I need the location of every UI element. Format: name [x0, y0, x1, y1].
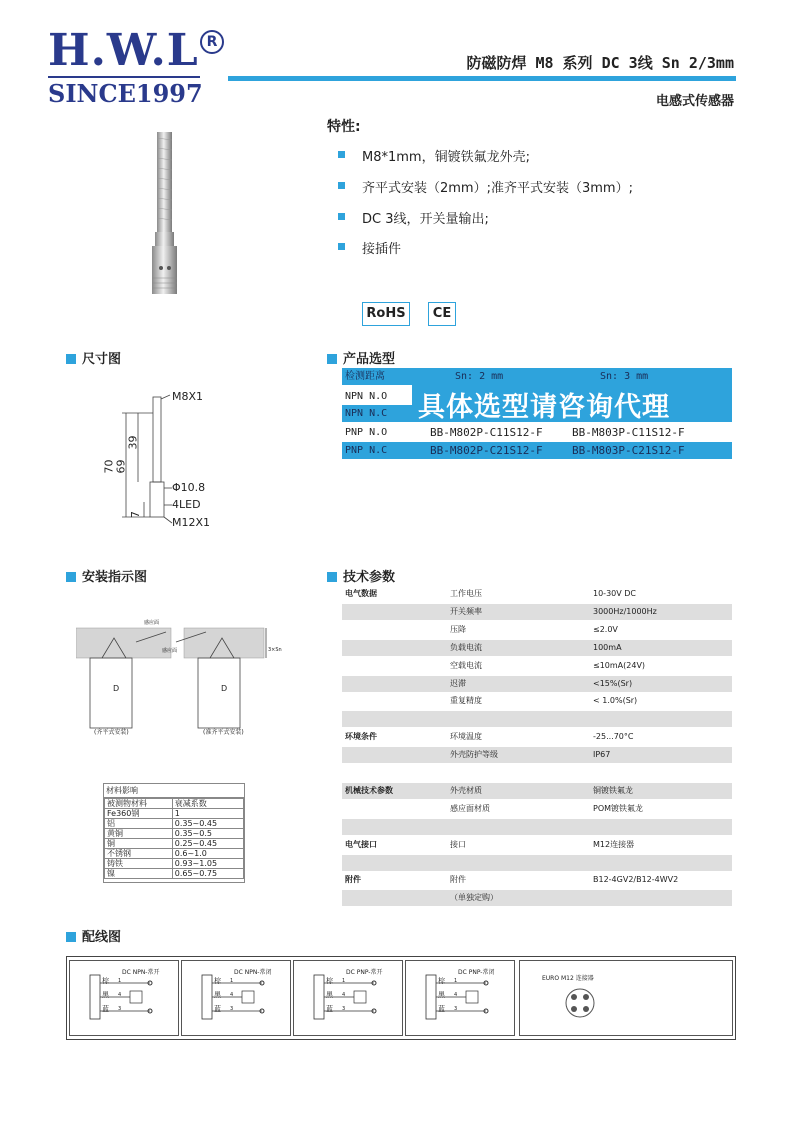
tech-row: 压降 ≤2.0V [450, 624, 618, 634]
section-selection: 产品选型 [327, 348, 395, 367]
install-caption-nonflush: (准齐平式安装) [203, 729, 244, 736]
dim-led-label: 4LED [172, 498, 201, 511]
tech-row: 电气数据 工作电压 10-30V DC [345, 589, 637, 598]
section-dimension: 尺寸图 [66, 348, 121, 367]
dim-diameter-label: Φ10.8 [172, 481, 206, 494]
tech-row: 电气接口 接口 M12连接器 [345, 839, 635, 849]
tech-row: 外壳防护等级 IP67 [342, 747, 732, 763]
title-accent-bar [228, 76, 736, 81]
dim-length-7: 7 [129, 511, 142, 518]
feature-item: DC 3线，开关量输出; [362, 208, 489, 227]
wiring-diagram: DC PNP-常闭 棕 黑 蓝 1 4 3 [405, 960, 515, 1036]
tech-row: 空载电流 ≤10mA(24V) [450, 660, 646, 670]
tech-row: 感应面材质 POM镀铁氟龙 [450, 803, 644, 813]
product-photo [140, 128, 190, 298]
tech-row: 开关频率 3000Hz/1000Hz [342, 604, 732, 620]
dim-thread-label: M8X1 [172, 390, 204, 403]
wiring-diagram: DC NPN-常闭 棕 黑 蓝 1 4 3 [181, 960, 291, 1036]
tech-row: 机械技术参数 外壳材质 铜镀铁氟龙 [342, 783, 732, 799]
features-heading: 特性: [327, 119, 361, 135]
install-diagram [76, 612, 296, 732]
section-tech: 技术参数 [327, 566, 395, 585]
wiring-diagram: DC NPN-常开 棕 黑 蓝 1 4 3 [69, 960, 179, 1036]
install-caption-flush: (齐平式安装) [94, 729, 129, 736]
section-install: 安装指示图 [66, 566, 147, 585]
dim-length-70: 70 [102, 459, 116, 474]
material-table: 材料影响 被测物材料 衰减系数 Fe360钢 1 铝 0.35~0.45 黄铜 0.35~0.5 铜 0.25~0.45 不锈钢 0.6~1.0 铸铁 0.93~1.05 镍 0.65~0.75 [103, 783, 245, 883]
section-wiring: 配线图 [66, 926, 121, 945]
install-label-mid: 感应面 [162, 648, 178, 654]
dim-length-39: 39 [126, 435, 140, 450]
tech-row [342, 819, 732, 835]
selection-header-row: 检测距离 Sn: 2 mm Sn: 3 mm [342, 368, 732, 385]
install-label-top: 感应面 [144, 620, 160, 626]
tech-row: 迟滞 <15%(Sr) [342, 676, 732, 692]
tech-row [342, 765, 732, 781]
dim-length-69: 69 [114, 459, 128, 474]
tech-row [342, 855, 732, 871]
tech-row [342, 711, 732, 727]
page-subtitle: 电感式传感器 [655, 94, 734, 109]
brand-logo: H.W.L [48, 25, 199, 76]
dim-connector-label: M12X1 [172, 516, 211, 529]
selection-row: PNP N.C BB-M802P-C21S12-F BB-M803P-C21S12-F [342, 442, 732, 459]
tech-row: （单独定购） [342, 890, 732, 906]
selection-row: NPN N.C [342, 405, 732, 422]
brand-since: SINCE1997 [48, 79, 203, 108]
feature-item: 齐平式安装（2mm）;准齐平式安装（3mm）; [362, 177, 633, 196]
feature-item: 接插件 [362, 238, 401, 257]
install-dim-label: 3×Sn [268, 647, 282, 653]
tech-row: 重复精度 < 1.0%(Sr) [450, 696, 638, 706]
selection-row: NPN N.O [345, 391, 388, 402]
connector-panel: EURO M12 连接器 [519, 960, 733, 1036]
m12-connector-icon [562, 985, 598, 1021]
tech-row: 负载电流 100mA [342, 640, 732, 656]
install-d-right: D [221, 684, 228, 693]
install-d-left: D [113, 684, 120, 693]
tech-row: 环境条件 环境温度 -25...70°C [345, 732, 634, 742]
wiring-diagram: DC PNP-常开 棕 黑 蓝 1 4 3 [293, 960, 403, 1036]
rohs-badge: RoHS [362, 302, 410, 326]
page-title: 防磁防焊 M8 系列 DC 3线 Sn 2/3mm [466, 54, 734, 72]
ce-badge: CE [428, 302, 456, 326]
logo-divider [48, 76, 200, 78]
registered-mark: R [200, 30, 224, 54]
selection-row: PNP N.O BB-M802P-C11S12-F BB-M803P-C11S12-F [345, 426, 685, 439]
feature-item: M8*1mm，铜镀铁氟龙外壳; [362, 146, 530, 165]
selection-overlay-notice: 具体选型请咨询代理 [418, 392, 670, 423]
tech-row: 附件 附件 B12-4GV2/B12-4WV2 [345, 875, 679, 885]
